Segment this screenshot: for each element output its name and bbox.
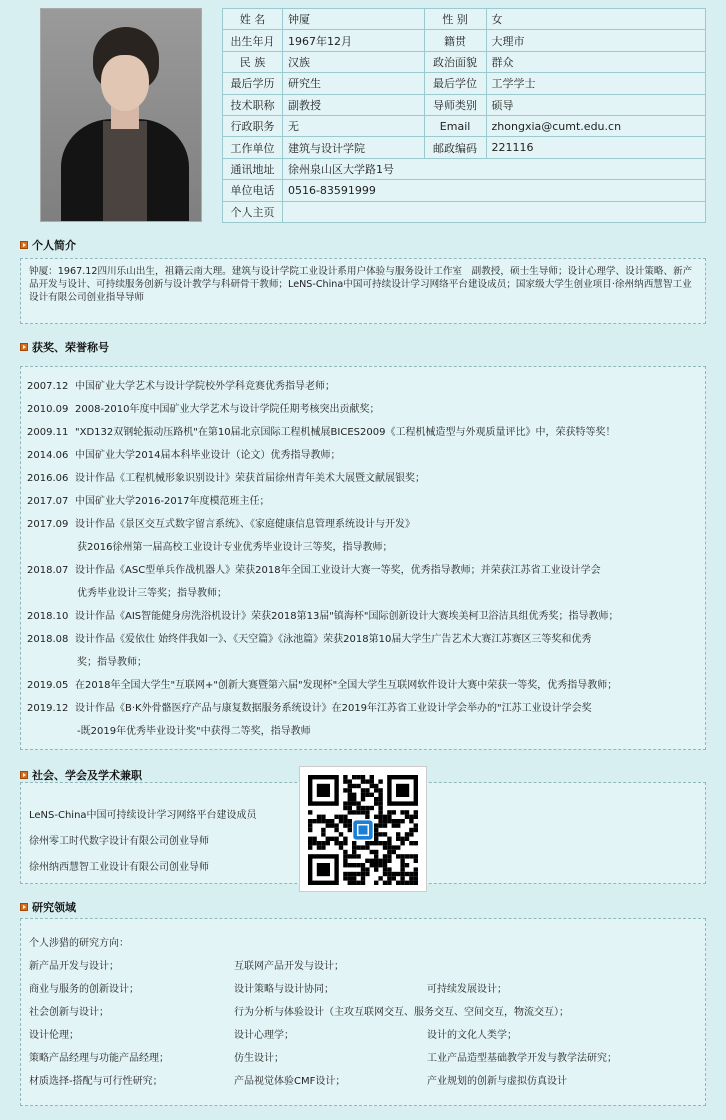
award-item [27, 375, 699, 398]
profile-label: 性 别 [424, 9, 486, 30]
qr-code-image [299, 766, 427, 892]
research-item: 可持续发展设计； [427, 984, 507, 995]
research-item: 行为分析与体验设计（主攻互联网交互、服务交互、空间交互，物流交互）； [234, 1007, 569, 1018]
profile-photo [40, 8, 202, 222]
award-item [27, 444, 699, 467]
award-text: 设计作品《爱依仕 始终伴我如一》、《天空篇》《泳池篇》荣获2018第10届大学生广告艺术大赛江苏赛区三等奖和优秀 [75, 634, 592, 645]
profile-label: 最后学位 [424, 73, 486, 94]
award-item [27, 490, 699, 513]
profile-row [223, 137, 706, 158]
profile-label: 最后学历 [223, 73, 283, 94]
intro-title-text: 个人简介 [32, 239, 76, 252]
award-item [27, 421, 699, 444]
profile-value: 大理市 [486, 30, 705, 51]
research-item: 新产品开发与设计； [29, 961, 119, 972]
section-bullet-icon [20, 903, 28, 911]
award-item [27, 697, 699, 720]
award-year: 2007.12 [27, 381, 69, 392]
profile-value: zhongxia@cumt.edu.cn [486, 115, 705, 136]
profile-label: 导师类别 [424, 94, 486, 115]
award-item [27, 605, 699, 628]
profile-value: 221116 [486, 137, 705, 158]
research-item: 材质选择-搭配与可行性研究； [29, 1076, 163, 1087]
profile-label: 技术职称 [223, 94, 283, 115]
award-item [27, 398, 699, 421]
award-year: 2016.06 [27, 473, 69, 484]
profile-label: 姓 名 [223, 9, 283, 30]
award-text-continued: 优秀毕业设计三等奖；指导教师； [77, 588, 227, 599]
profile-table [222, 8, 706, 223]
phone-value: 0516-83591999 [282, 180, 705, 201]
award-text: 设计作品《B·K外骨骼医疗产品与康复数据服务系统设计》在2019年江苏省工业设计学会举办的"江苏工业设计学会奖 [75, 703, 592, 714]
profile-value: 无 [282, 115, 424, 136]
research-heading: 个人涉猎的研究方向： [29, 938, 129, 949]
research-row [29, 1070, 697, 1093]
award-item [27, 467, 699, 490]
award-text: 在2018年全国大学生"互联网+"创新大赛暨第六届"发现杯"全国大学生互联网软件设计大赛中荣获一等奖，优秀指导教师； [75, 680, 618, 691]
profile-row [223, 9, 706, 30]
homepage-value[interactable] [282, 201, 705, 222]
awards-title [20, 339, 109, 355]
research-row [29, 978, 697, 1001]
phone-row [223, 180, 706, 201]
homepage-label: 个人主页 [223, 201, 283, 222]
awards-box [20, 366, 706, 750]
award-year: 2018.10 [27, 611, 69, 622]
profile-label: 邮政编码 [424, 137, 486, 158]
profile-value: 建筑与设计学院 [282, 137, 424, 158]
research-item: 策略产品经理与功能产品经理； [29, 1053, 169, 1064]
profile-value: 副教授 [282, 94, 424, 115]
research-item: 设计心理学； [234, 1030, 294, 1041]
award-year: 2014.06 [27, 450, 69, 461]
research-item: 社会创新与设计； [29, 1007, 109, 1018]
profile-row [223, 51, 706, 72]
award-item [27, 559, 699, 582]
profile-value: 硕导 [486, 94, 705, 115]
award-year: 2017.07 [27, 496, 69, 507]
profile-label: 政治面貌 [424, 51, 486, 72]
profile-row [223, 94, 706, 115]
profile-label: 出生年月 [223, 30, 283, 51]
award-text: 2008-2010年度中国矿业大学艺术与设计学院任期考核突出贡献奖； [75, 404, 380, 415]
research-item: 设计的文化人类学； [427, 1030, 517, 1041]
profile-value: 汉族 [282, 51, 424, 72]
social-item: 徐州零工时代数字设计有限公司创业导师 [29, 836, 209, 847]
address-value: 徐州泉山区大学路1号 [282, 158, 705, 179]
social-item: 徐州纳西慧智工业设计有限公司创业导师 [29, 862, 209, 873]
award-text: 设计作品《ASC型单兵作战机器人》荣获2018年全国工业设计大赛一等奖，优秀指导教师；并荣获江苏省工业设计学会 [75, 565, 601, 576]
award-text: 设计作品《工程机械形象识别设计》荣获首届徐州青年美术大展暨文献展银奖； [75, 473, 425, 484]
profile-value: 钟厦 [282, 9, 424, 30]
award-text: 设计作品《AIS智能健身房洗浴机设计》荣获2018第13届"镇海杯"国际创新设计大赛埃美柯卫浴洁具组优秀奖；指导教师； [75, 611, 619, 622]
award-year: 2019.05 [27, 680, 69, 691]
research-item: 互联网产品开发与设计； [234, 961, 344, 972]
intro-box [20, 258, 706, 324]
profile-label: 民 族 [223, 51, 283, 72]
research-row [29, 955, 697, 978]
research-row [29, 1001, 697, 1024]
section-bullet-icon [20, 241, 28, 249]
award-year: 2018.08 [27, 634, 69, 645]
profile-value: 工学学士 [486, 73, 705, 94]
homepage-row [223, 201, 706, 222]
research-title-text: 研究领域 [32, 901, 76, 914]
profile-label: 籍贯 [424, 30, 486, 51]
address-row [223, 158, 706, 179]
research-item: 产品视觉体验CMF设计； [234, 1076, 346, 1087]
award-text-continued: 获2016徐州第一届高校工业设计专业优秀毕业设计三等奖，指导教师； [77, 542, 393, 553]
profile-row [223, 30, 706, 51]
award-year: 2018.07 [27, 565, 69, 576]
research-item: 产业规划的创新与虚拟仿真设计 [427, 1076, 567, 1087]
award-year: 2009.11 [27, 427, 69, 438]
social-item: LeNS-China中国可持续设计学习网络平台建设成员 [29, 810, 257, 821]
profile-label: Email [424, 115, 486, 136]
research-item: 商业与服务的创新设计； [29, 984, 139, 995]
profile-value: 1967年12月 [282, 30, 424, 51]
section-bullet-icon [20, 343, 28, 351]
profile-label: 行政职务 [223, 115, 283, 136]
award-item [27, 513, 699, 536]
research-item: 设计策略与设计协同； [234, 984, 334, 995]
award-text: "XD132双钢轮振动压路机"在第10届北京国际工程机械展BICES2009《工程机械造型与外观质量评比》中，荣获特等奖！ [75, 427, 616, 438]
research-row [29, 1024, 697, 1047]
intro-title [20, 237, 76, 253]
profile-row [223, 73, 706, 94]
award-item [27, 628, 699, 651]
address-label: 通讯地址 [223, 158, 283, 179]
award-text: 设计作品《景区交互式数字留言系统》、《家庭健康信息管理系统设计与开发》 [75, 519, 415, 530]
profile-value: 群众 [486, 51, 705, 72]
intro-text: 钟厦：1967.12四川乐山出生，祖籍云南大理。建筑与设计学院工业设计系用户体验与服务设计工作室 副教授，硕士生导师；设计心理学、设计策略、新产品开发与设计、可持续服务创新与设计教学与科研骨干教师；LeNS-China中国可持续设计学习网络平台建设成员；国家级大学生创业项目·徐州纳西慧智工业设计有限公司创业指导导师 [29, 266, 693, 303]
award-text: 中国矿业大学2014届本科毕业设计（论文）优秀指导教师； [75, 450, 341, 461]
award-text-continued: -既2019年优秀毕业设计奖"中获得二等奖，指导教师 [77, 726, 311, 737]
profile-label: 工作单位 [223, 137, 283, 158]
award-text-continued: 奖；指导教师； [77, 657, 147, 668]
qr-code-icon [308, 775, 418, 885]
research-item: 设计伦理； [29, 1030, 79, 1041]
phone-label: 单位电话 [223, 180, 283, 201]
award-year: 2019.12 [27, 703, 69, 714]
social-title [20, 767, 142, 783]
profile-value: 女 [486, 9, 705, 30]
research-item: 工业产品造型基础教学开发与教学法研究； [427, 1053, 617, 1064]
award-text: 中国矿业大学2016-2017年度模范班主任； [75, 496, 270, 507]
section-bullet-icon [20, 771, 28, 779]
profile-value: 研究生 [282, 73, 424, 94]
social-title-text: 社会、学会及学术兼职 [32, 769, 142, 782]
research-title [20, 899, 76, 915]
research-item: 仿生设计； [234, 1053, 284, 1064]
award-text: 中国矿业大学艺术与设计学院校外学科竞赛优秀指导老师； [75, 381, 335, 392]
award-year: 2010.09 [27, 404, 69, 415]
award-item [27, 674, 699, 697]
award-year: 2017.09 [27, 519, 69, 530]
research-box [20, 918, 706, 1106]
awards-title-text: 获奖、荣誉称号 [32, 341, 109, 354]
profile-row [223, 115, 706, 136]
research-row [29, 1047, 697, 1070]
